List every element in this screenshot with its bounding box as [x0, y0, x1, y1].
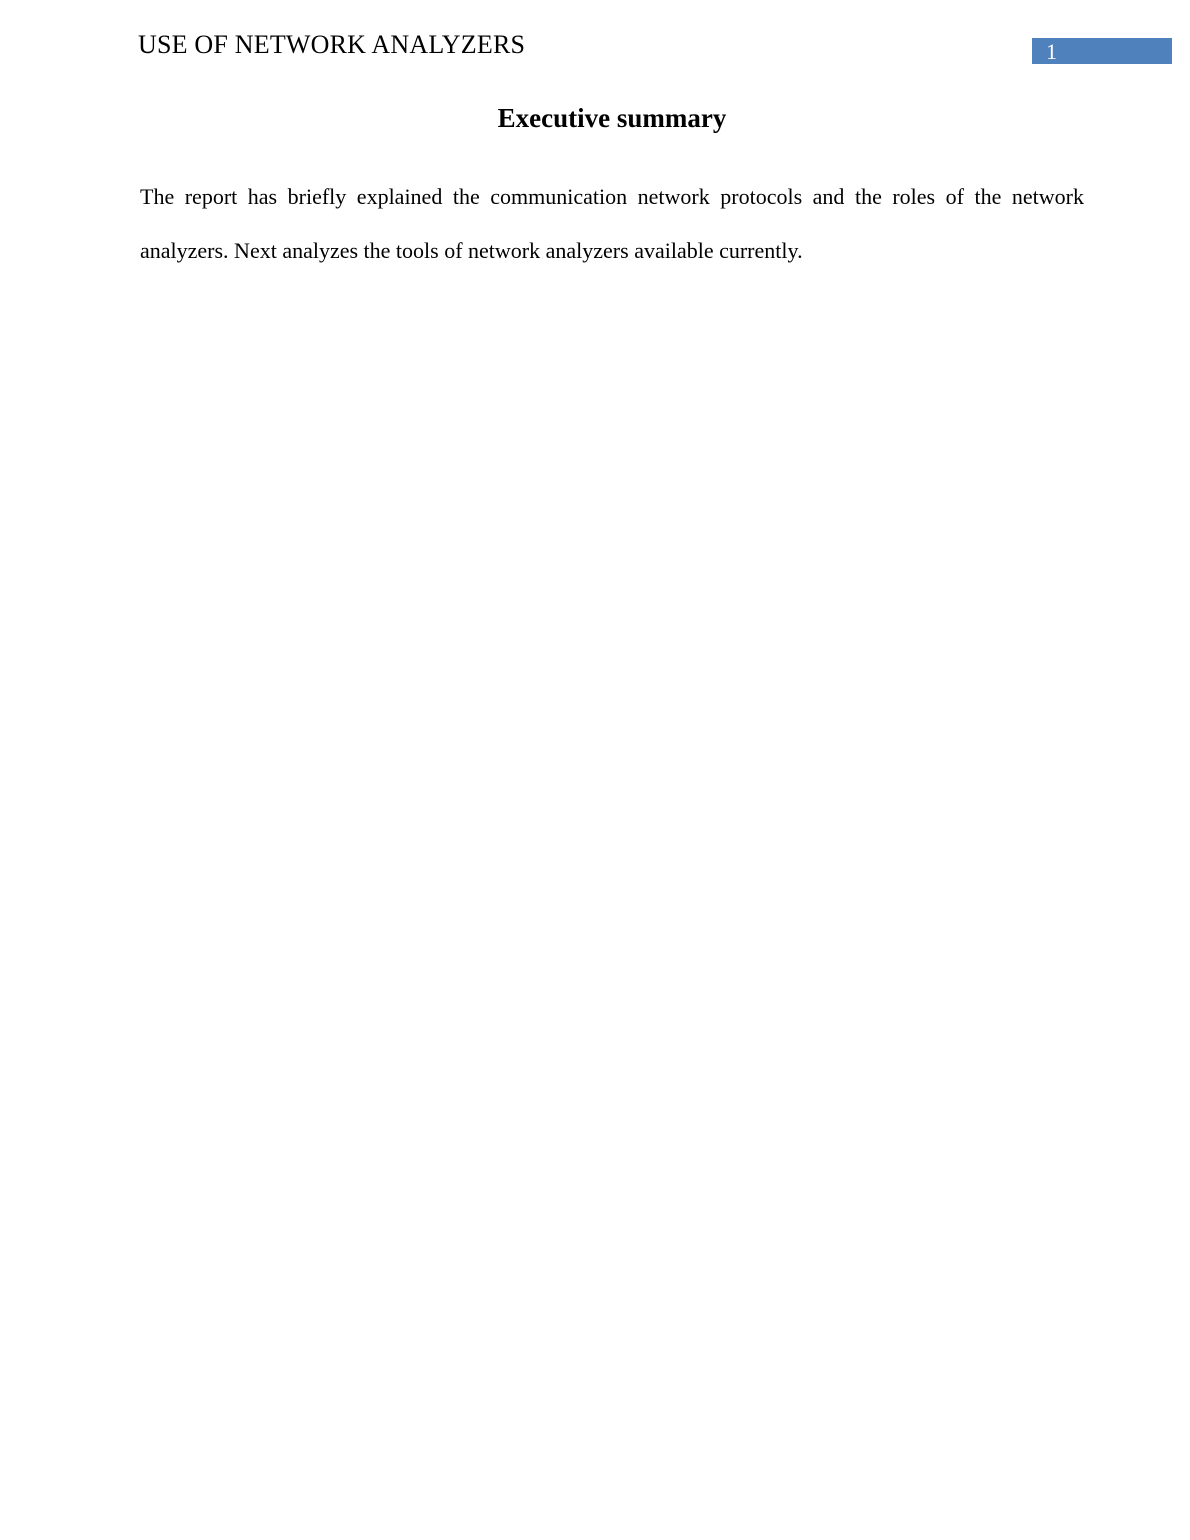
running-head: USE OF NETWORK ANALYZERS [138, 30, 526, 59]
page-number: 1 [1046, 39, 1057, 64]
summary-paragraph: The report has briefly explained the communication network protocols and the roles of the network analyzers. Next analyzes the tools of network analyzers available currently. [140, 184, 1084, 263]
section-title: Executive summary [497, 103, 727, 133]
page-number-badge [1032, 38, 1172, 64]
